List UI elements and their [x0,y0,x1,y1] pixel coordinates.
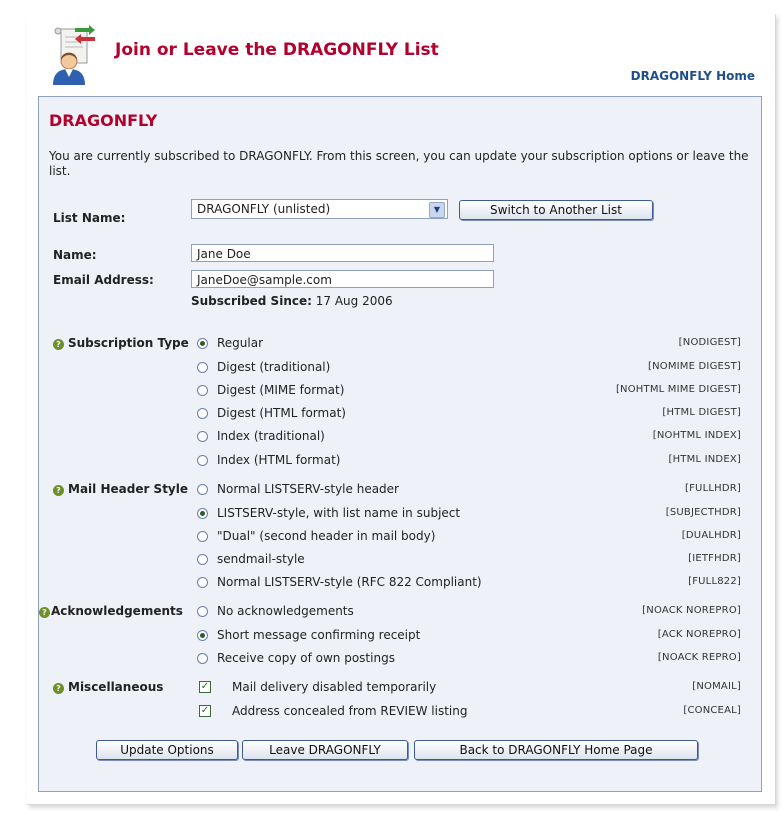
list-title: DRAGONFLY [49,111,158,130]
radio-subjecthdr[interactable] [197,508,208,519]
radio-digest-traditional[interactable] [197,362,208,373]
option-label: Mail delivery disabled temporarily [232,680,437,694]
page-header [33,18,763,94]
option-row[interactable] [39,679,761,699]
option-row[interactable] [39,574,761,594]
radio-digest-mime[interactable] [197,385,208,396]
option-label: No acknowledgements [217,604,354,618]
option-code: [CONCEAL] [683,705,741,716]
subscription-panel [38,96,762,792]
option-code: [NOACK NOREPRO] [642,605,741,616]
checkbox-nomail[interactable]: ✓ [200,681,210,692]
name-label: Name: [53,248,97,262]
option-code: [SUBJECTHDR] [665,507,741,518]
switch-list-button[interactable]: Switch to Another List [459,200,653,220]
name-field[interactable]: Jane Doe [191,244,494,262]
option-label: Receive copy of own postings [217,651,395,665]
subscribed-since-label: Subscribed Since: [191,294,312,308]
option-code: [NOMIME DIGEST] [647,361,741,372]
option-row[interactable] [39,627,761,647]
option-row[interactable] [39,481,761,501]
option-code: [HTML DIGEST] [662,407,741,418]
list-name-selected-value: DRAGONFLY (unlisted) [197,202,331,216]
option-label: Normal LISTSERV-style (RFC 822 Compliant) [217,575,482,589]
intro-text: You are currently subscribed to DRAGONFLY. From this screen, you can update your subscription options or leave the list. [49,149,749,178]
radio-dualhdr[interactable] [197,531,208,542]
option-label: Index (HTML format) [217,453,341,467]
option-row[interactable] [39,603,761,623]
option-row[interactable] [39,551,761,571]
radio-fullhdr[interactable] [197,484,208,495]
option-code: [FULLHDR] [685,483,741,494]
chevron-down-icon[interactable]: ▼ [429,202,445,218]
radio-index-traditional[interactable] [197,431,208,442]
option-row[interactable] [39,452,761,472]
option-row[interactable] [39,405,761,425]
radio-noack[interactable] [197,606,208,617]
help-icon[interactable]: ? [53,683,64,694]
option-code: [FULL822] [688,576,741,587]
update-options-button[interactable]: Update Options [96,740,238,760]
leave-list-button[interactable]: Leave DRAGONFLY [242,740,408,760]
help-icon[interactable]: ? [39,607,50,618]
option-row[interactable] [39,505,761,525]
option-code: [DUALHDR] [681,530,741,541]
option-label: sendmail-style [217,552,305,566]
option-row[interactable] [39,382,761,402]
email-label: Email Address: [53,273,154,287]
option-row[interactable] [39,528,761,548]
option-label: Digest (MIME format) [217,383,345,397]
option-label: "Dual" (second header in mail body) [217,529,436,543]
option-row[interactable] [39,428,761,448]
mail-header-style-label: ? Mail Header Style [53,482,188,496]
option-row[interactable] [39,650,761,670]
subscribed-since [191,294,393,308]
subscribed-since-value: 17 Aug 2006 [315,294,393,308]
help-icon[interactable]: ? [53,339,64,350]
option-code: [ACK NOREPRO] [657,629,741,640]
option-label: Digest (traditional) [217,360,331,374]
option-label: Index (traditional) [217,429,325,443]
option-row[interactable] [39,703,761,723]
page-title: Join or Leave the DRAGONFLY List [115,40,439,60]
email-field[interactable]: JaneDoe@sample.com [191,270,494,288]
option-code: [NOHTML MIME DIGEST] [615,384,741,395]
subscription-type-label: ? Subscription Type [53,336,189,350]
radio-regular[interactable] [197,338,208,349]
option-row[interactable] [39,359,761,379]
option-row[interactable] [39,335,761,355]
option-label: Short message confirming receipt [217,628,421,642]
radio-repro[interactable] [197,653,208,664]
help-icon[interactable]: ? [53,485,64,496]
back-home-button[interactable]: Back to DRAGONFLY Home Page [414,740,698,760]
radio-ack[interactable] [197,630,208,641]
option-label: Digest (HTML format) [217,406,346,420]
list-name-select[interactable] [191,199,448,219]
option-code: [HTML INDEX] [668,454,741,465]
radio-digest-html[interactable] [197,408,208,419]
option-code: [NOACK REPRO] [657,652,741,663]
option-label: Address concealed from REVIEW listing [232,704,468,718]
option-code: [NODIGEST] [678,337,741,348]
checkbox-conceal[interactable]: ✓ [200,705,210,716]
option-label: LISTSERV-style, with list name in subject [217,506,461,520]
option-label: Normal LISTSERV-style header [217,482,399,496]
radio-full822[interactable] [197,577,208,588]
option-code: [NOHTML INDEX] [652,430,741,441]
option-code: [IETFHDR] [688,553,741,564]
list-subscription-icon [43,23,103,83]
miscellaneous-label: ? Miscellaneous [53,680,163,694]
option-label: Regular [217,336,264,350]
radio-index-html[interactable] [197,455,208,466]
list-name-label: List Name: [53,211,126,225]
dragonfly-home-link[interactable]: DRAGONFLY Home [630,69,755,83]
acknowledgements-label: ? Acknowledgements [39,604,183,618]
radio-ietfhdr[interactable] [197,554,208,565]
option-code: [NOMAIL] [692,681,741,692]
